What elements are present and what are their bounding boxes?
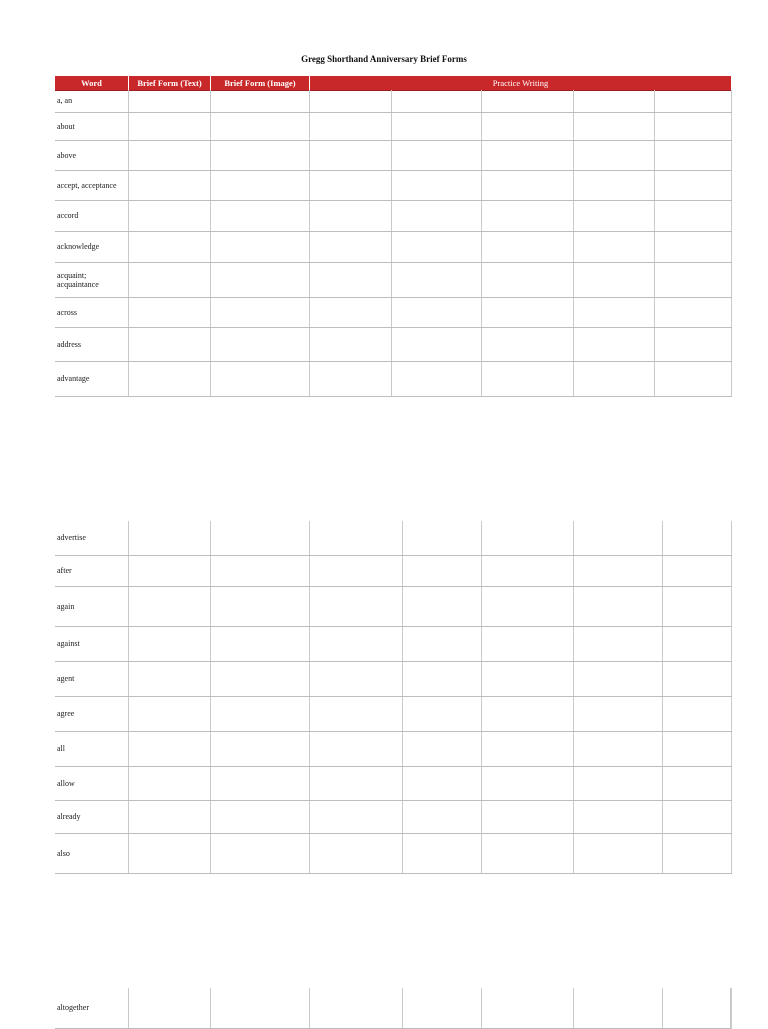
brief-form-image-cell (210, 90, 309, 112)
practice-writing-cell (402, 766, 481, 800)
practice-writing-cell (573, 586, 662, 626)
word-cell: all (55, 731, 128, 766)
brief-form-image-cell (210, 262, 309, 297)
brief-forms-table-2 (55, 521, 732, 874)
table-row (55, 766, 731, 800)
brief-form-image-cell (210, 361, 309, 396)
practice-writing-cell (573, 297, 654, 327)
header-word: Word (81, 78, 102, 88)
practice-writing-cell (662, 800, 731, 833)
practice-writing-cell (402, 521, 481, 555)
practice-writing-cell (391, 262, 481, 297)
brief-form-image-cell (210, 586, 309, 626)
practice-writing-cell (391, 297, 481, 327)
practice-writing-cell (391, 112, 481, 140)
practice-writing-cell (481, 327, 573, 361)
word-cell: already (55, 800, 128, 833)
word-cell: after (55, 555, 128, 586)
table-row (55, 297, 731, 327)
word-cell: advantage (55, 361, 128, 396)
word-cell: agree (55, 696, 128, 731)
practice-writing-cell (402, 555, 481, 586)
practice-writing-cell (654, 140, 731, 170)
practice-writing-cell (662, 586, 731, 626)
practice-writing-cell (662, 766, 731, 800)
practice-writing-cell (309, 140, 391, 170)
brief-form-image-cell (210, 327, 309, 361)
word-cell: advertise (55, 521, 128, 555)
table-row (55, 140, 731, 170)
brief-form-image-cell (210, 170, 309, 200)
brief-forms-table-1 (55, 90, 732, 397)
brief-form-image-cell (210, 140, 309, 170)
page-title: Gregg Shorthand Anniversary Brief Forms (301, 54, 467, 64)
practice-writing-cell (662, 988, 731, 1028)
practice-writing-cell (573, 231, 654, 262)
practice-writing-cell (309, 586, 402, 626)
brief-form-text-cell (128, 586, 210, 626)
brief-forms-table-3 (55, 988, 732, 1029)
table-row (55, 626, 731, 661)
practice-writing-cell (391, 90, 481, 112)
word-cell: also (55, 833, 128, 873)
brief-form-text-cell (128, 555, 210, 586)
practice-writing-cell (391, 200, 481, 231)
practice-writing-cell (481, 297, 573, 327)
brief-form-text-cell (128, 696, 210, 731)
practice-writing-cell (573, 766, 662, 800)
brief-form-image-cell (210, 521, 309, 555)
practice-writing-cell (309, 696, 402, 731)
practice-writing-cell (662, 626, 731, 661)
word-cell: altogether (55, 988, 128, 1028)
table-row (55, 521, 731, 555)
practice-writing-cell (481, 361, 573, 396)
practice-writing-cell (391, 140, 481, 170)
practice-writing-cell (573, 555, 662, 586)
table-row (55, 731, 731, 766)
practice-writing-cell (573, 140, 654, 170)
practice-writing-cell (402, 988, 481, 1028)
brief-form-image-cell (210, 555, 309, 586)
practice-writing-cell (481, 731, 573, 766)
table-row (55, 696, 731, 731)
practice-writing-cell (654, 297, 731, 327)
practice-writing-cell (481, 800, 573, 833)
practice-writing-cell (662, 833, 731, 873)
brief-form-text-cell (128, 112, 210, 140)
practice-writing-cell (573, 626, 662, 661)
practice-writing-cell (481, 766, 573, 800)
practice-writing-cell (654, 361, 731, 396)
practice-writing-cell (309, 297, 391, 327)
practice-writing-cell (481, 555, 573, 586)
word-cell: about (55, 112, 128, 140)
practice-writing-cell (309, 361, 391, 396)
practice-writing-cell (654, 262, 731, 297)
practice-writing-cell (481, 262, 573, 297)
practice-writing-cell (481, 626, 573, 661)
practice-writing-cell (309, 262, 391, 297)
word-cell: accord (55, 200, 128, 231)
brief-form-image-cell (210, 800, 309, 833)
practice-writing-cell (654, 200, 731, 231)
practice-writing-cell (573, 521, 662, 555)
practice-writing-cell (573, 327, 654, 361)
table-row (55, 200, 731, 231)
brief-form-text-cell (128, 766, 210, 800)
practice-writing-cell (402, 696, 481, 731)
practice-writing-cell (481, 112, 573, 140)
brief-form-image-cell (210, 626, 309, 661)
word-cell: again (55, 586, 128, 626)
word-cell: above (55, 140, 128, 170)
practice-writing-cell (654, 327, 731, 361)
brief-form-text-cell (128, 262, 210, 297)
practice-writing-cell (481, 170, 573, 200)
practice-writing-cell (481, 140, 573, 170)
table-row (55, 231, 731, 262)
practice-writing-cell (391, 361, 481, 396)
practice-writing-cell (654, 231, 731, 262)
practice-writing-cell (309, 988, 402, 1028)
word-cell: across (55, 297, 128, 327)
practice-writing-cell (402, 586, 481, 626)
brief-form-image-cell (210, 833, 309, 873)
brief-form-text-cell (128, 231, 210, 262)
brief-form-text-cell (128, 661, 210, 696)
practice-writing-cell (309, 661, 402, 696)
brief-form-text-cell (128, 140, 210, 170)
table-row (55, 90, 731, 112)
practice-writing-cell (391, 231, 481, 262)
practice-writing-cell (573, 170, 654, 200)
practice-writing-cell (309, 327, 391, 361)
table-row (55, 361, 731, 396)
word-cell: accept, acceptance (55, 170, 128, 200)
word-cell: allow (55, 766, 128, 800)
practice-writing-cell (573, 361, 654, 396)
brief-form-image-cell (210, 731, 309, 766)
word-cell: acquaint; acquaintance (55, 262, 128, 297)
brief-form-image-cell (210, 696, 309, 731)
practice-writing-cell (481, 661, 573, 696)
brief-form-text-cell (128, 988, 210, 1028)
brief-form-text-cell (128, 170, 210, 200)
table-row (55, 112, 731, 140)
practice-writing-cell (573, 731, 662, 766)
table-row (55, 555, 731, 586)
practice-writing-cell (662, 696, 731, 731)
table-row (55, 988, 731, 1028)
word-cell: address (55, 327, 128, 361)
table-row (55, 586, 731, 626)
practice-writing-cell (391, 327, 481, 361)
table-header (55, 76, 731, 91)
practice-writing-cell (573, 661, 662, 696)
brief-form-text-cell (128, 361, 210, 396)
practice-writing-cell (662, 555, 731, 586)
brief-form-image-cell (210, 766, 309, 800)
practice-writing-cell (573, 696, 662, 731)
practice-writing-cell (481, 586, 573, 626)
brief-form-image-cell (210, 112, 309, 140)
table-row (55, 661, 731, 696)
practice-writing-cell (309, 766, 402, 800)
practice-writing-cell (309, 112, 391, 140)
brief-form-image-cell (210, 231, 309, 262)
brief-form-text-cell (128, 833, 210, 873)
word-cell: against (55, 626, 128, 661)
practice-writing-cell (309, 833, 402, 873)
practice-writing-cell (481, 833, 573, 873)
word-cell: a, an (55, 90, 128, 112)
practice-writing-cell (662, 521, 731, 555)
practice-writing-cell (662, 661, 731, 696)
practice-writing-cell (309, 521, 402, 555)
header-brief-form-image: Brief Form (Image) (210, 76, 309, 90)
practice-writing-cell (402, 800, 481, 833)
practice-writing-cell (573, 988, 662, 1028)
brief-form-text-cell (128, 626, 210, 661)
practice-writing-cell (402, 833, 481, 873)
practice-writing-cell (309, 626, 402, 661)
practice-writing-cell (573, 112, 654, 140)
brief-form-image-cell (210, 297, 309, 327)
word-cell: acknowledge (55, 231, 128, 262)
practice-writing-cell (481, 231, 573, 262)
brief-form-text-cell (128, 297, 210, 327)
brief-form-image-cell (210, 200, 309, 231)
practice-writing-cell (391, 170, 481, 200)
practice-writing-cell (309, 170, 391, 200)
brief-form-text-cell (128, 90, 210, 112)
practice-writing-cell (481, 696, 573, 731)
header-brief-form-text: Brief Form (Text) (128, 76, 210, 90)
practice-writing-cell (573, 200, 654, 231)
practice-writing-cell (309, 231, 391, 262)
practice-writing-cell (402, 731, 481, 766)
practice-writing-cell (662, 731, 731, 766)
table-row (55, 262, 731, 297)
practice-writing-cell (402, 626, 481, 661)
table-row (55, 170, 731, 200)
practice-writing-cell (654, 170, 731, 200)
brief-form-text-cell (128, 200, 210, 231)
brief-form-text-cell (128, 327, 210, 361)
brief-form-text-cell (128, 800, 210, 833)
practice-writing-cell (573, 90, 654, 112)
table-row (55, 833, 731, 873)
table-row (55, 327, 731, 361)
brief-form-text-cell (128, 731, 210, 766)
practice-writing-cell (481, 988, 573, 1028)
practice-writing-cell (309, 200, 391, 231)
practice-writing-cell (309, 555, 402, 586)
practice-writing-cell (481, 521, 573, 555)
brief-form-image-cell (210, 661, 309, 696)
practice-writing-cell (402, 661, 481, 696)
table-row (55, 800, 731, 833)
practice-writing-cell (481, 200, 573, 231)
brief-form-text-cell (128, 521, 210, 555)
practice-writing-cell (573, 833, 662, 873)
practice-writing-cell (654, 112, 731, 140)
brief-form-image-cell (210, 988, 309, 1028)
word-cell: agent (55, 661, 128, 696)
practice-writing-cell (573, 800, 662, 833)
practice-writing-cell (481, 90, 573, 112)
practice-writing-cell (654, 90, 731, 112)
practice-writing-cell (309, 731, 402, 766)
header-practice-writing: Practice Writing (309, 76, 731, 90)
practice-writing-cell (309, 800, 402, 833)
practice-writing-cell (573, 262, 654, 297)
practice-writing-cell (309, 90, 391, 112)
